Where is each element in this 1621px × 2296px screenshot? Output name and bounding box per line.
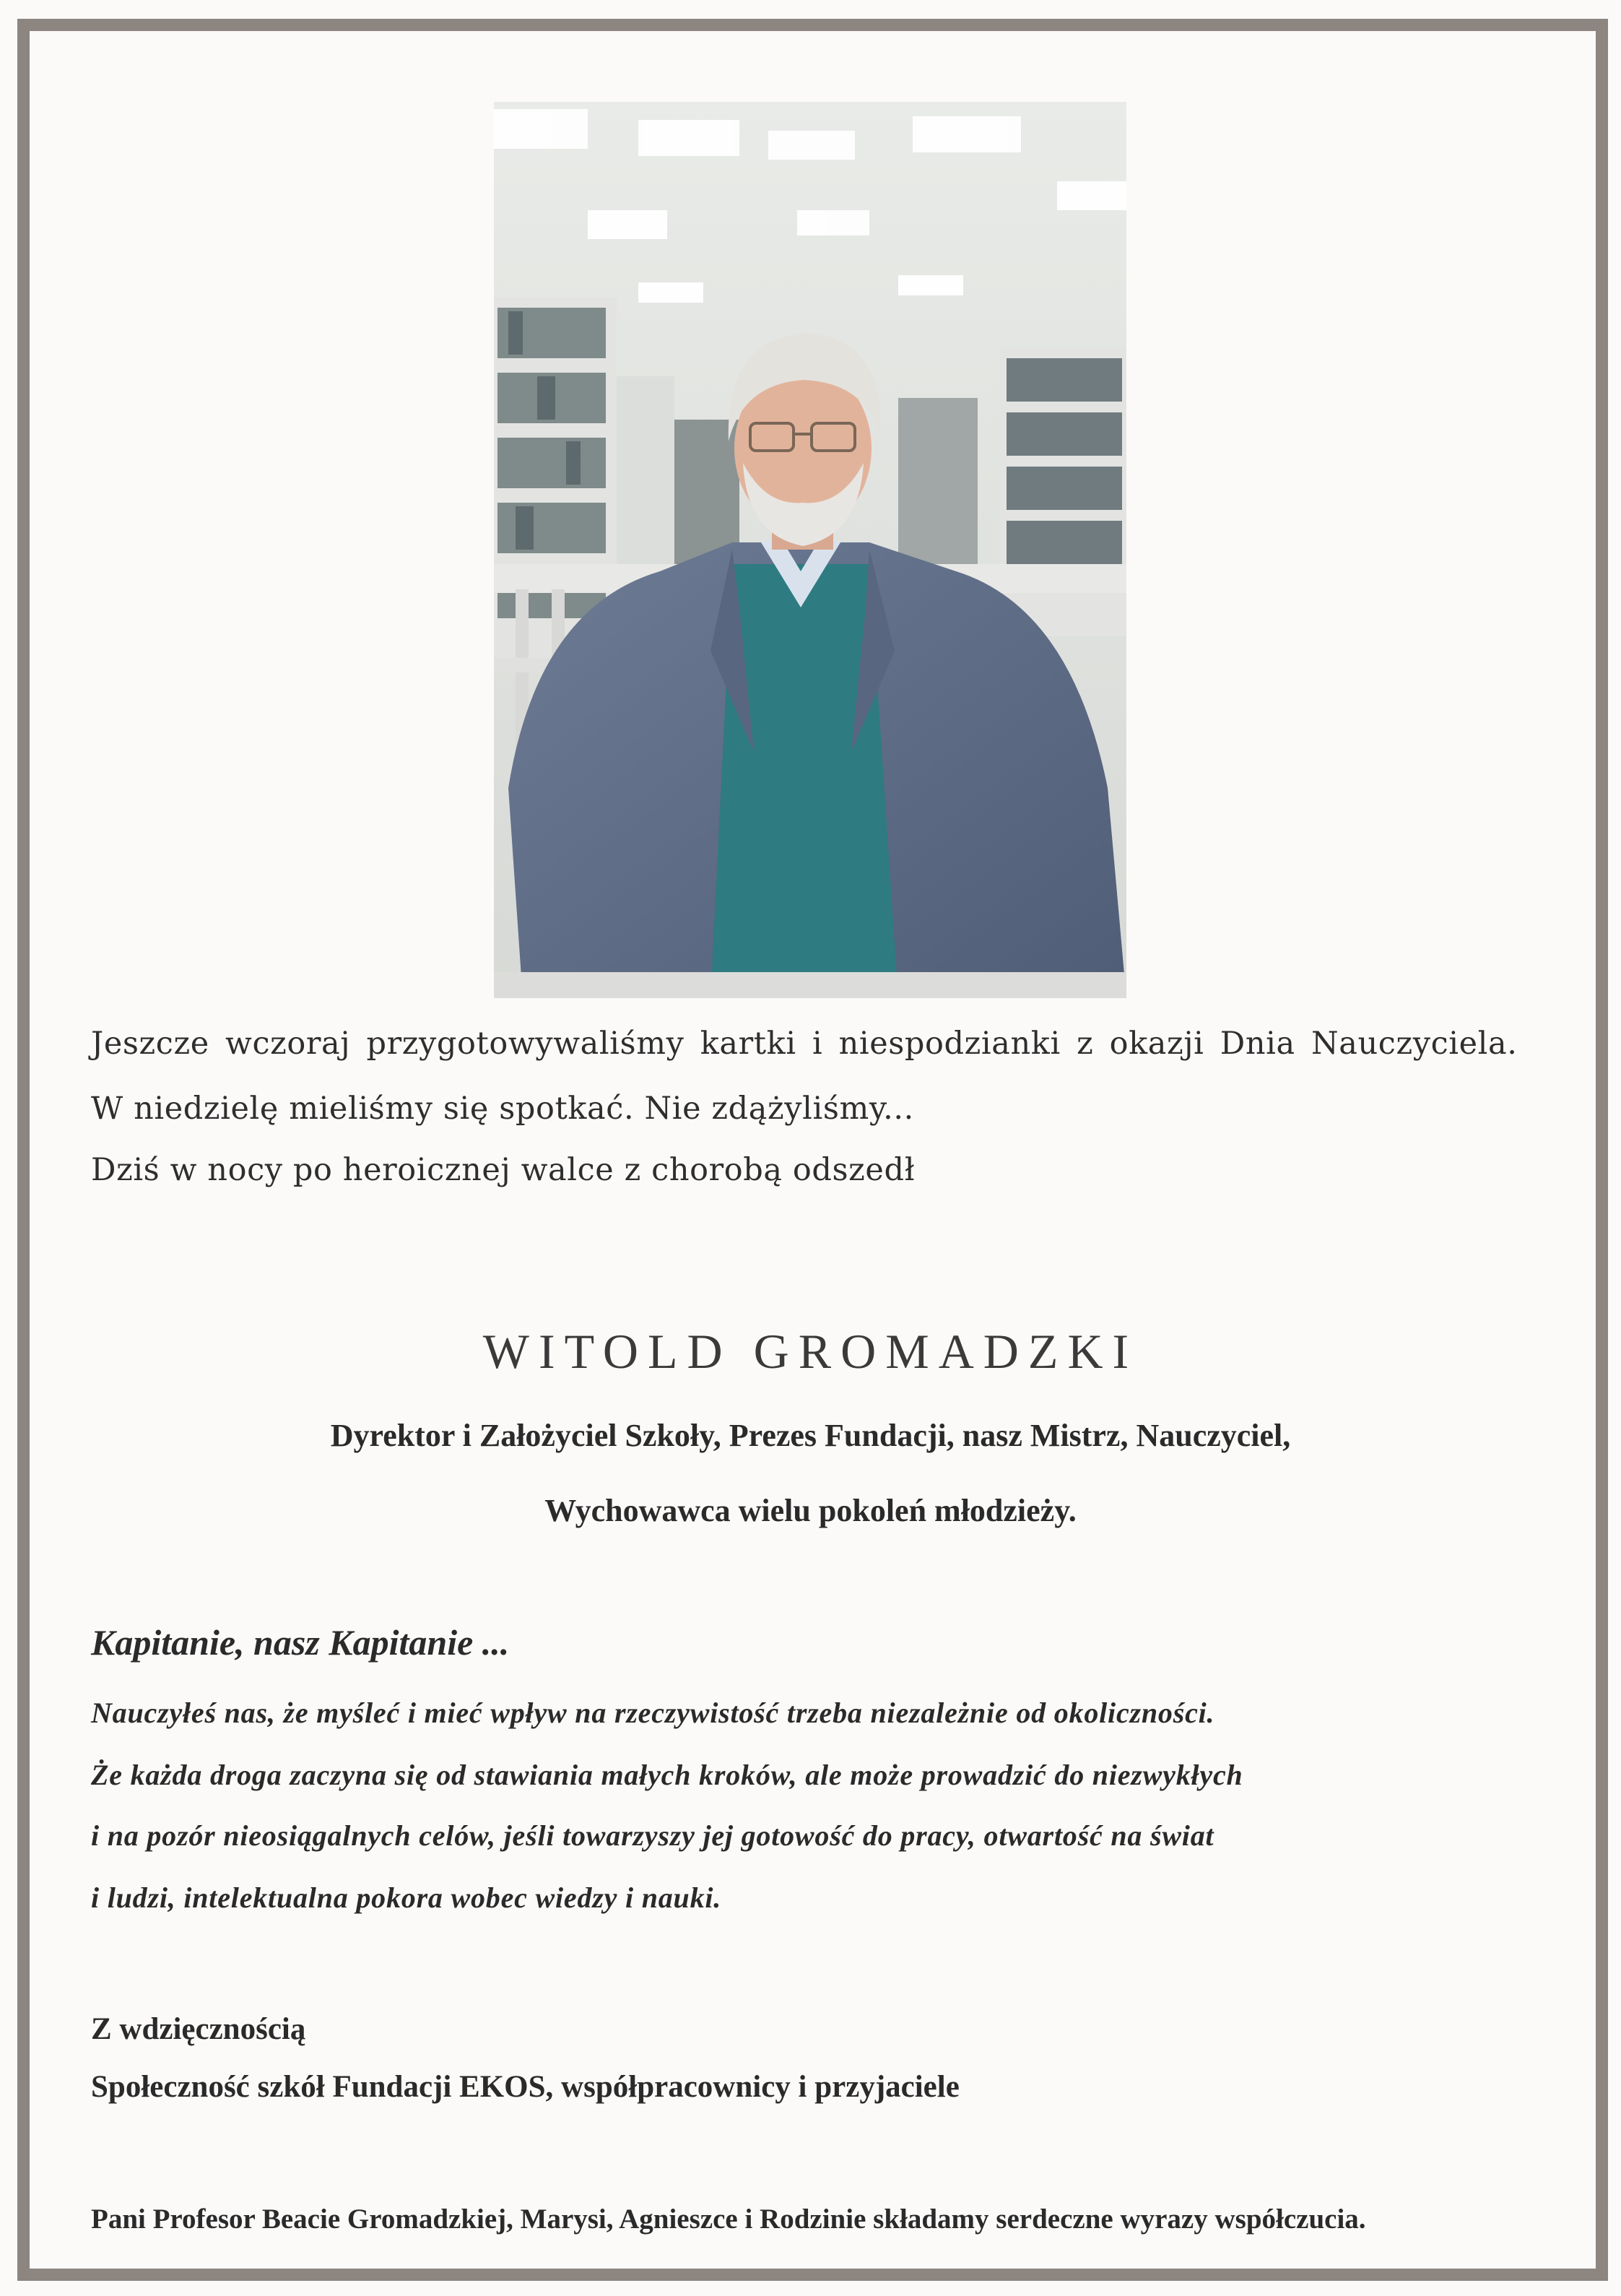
role-line-1: Dyrektor i Założyciel Szkoły, Prezes Fundacji, nasz Mistrz, Nauczyciel, (330, 1418, 1291, 1453)
intro-line-3: Dziś w nocy po heroicznej walce z chorobą odszedł (91, 1152, 916, 1188)
portrait-photo (494, 102, 1126, 998)
tribute-heading: Kapitanie, nasz Kapitanie ... (91, 1622, 510, 1663)
tribute-line: i ludzi, intelektualna pokora wobec wiedzy i nauki. (91, 1881, 722, 1914)
signature-line-2: Społeczność szkół Fundacji EKOS, współpracownicy i przyjaciele (91, 2070, 960, 2104)
tribute-line: i na pozór nieosiągalnych celów, jeśli towarzyszy jej gotowość do pracy, otwartość na świat (91, 1819, 1214, 1852)
signature-line-1: Z wdzięcznością (91, 2012, 306, 2046)
condolences-text: Pani Profesor Beacie Gromadzkiej, Marysi, Agnieszce i Rodzinie składamy serdeczne wyrazy współczucia. (91, 2204, 1366, 2235)
intro-line-1: Jeszcze wczoraj przygotowywaliśmy kartki i niespodzianki z okazji Dnia Nauczyciela. (91, 1026, 1518, 1062)
role-line-2: Wychowawca wielu pokoleń młodzieży. (544, 1493, 1077, 1528)
tribute-line: Nauczyłeś nas, że myśleć i mieć wpływ na rzeczywistość trzeba niezależnie od okoliczności. (91, 1697, 1215, 1729)
deceased-name: WITOLD GROMADZKI (482, 1324, 1139, 1379)
portrait-illustration (494, 102, 1126, 998)
intro-line-2: W niedzielę mieliśmy się spotkać. Nie zdążyliśmy... (91, 1091, 914, 1127)
tribute-line: Że każda droga zaczyna się od stawiania małych kroków, ale może prowadzić do niezwykłych (91, 1759, 1243, 1791)
